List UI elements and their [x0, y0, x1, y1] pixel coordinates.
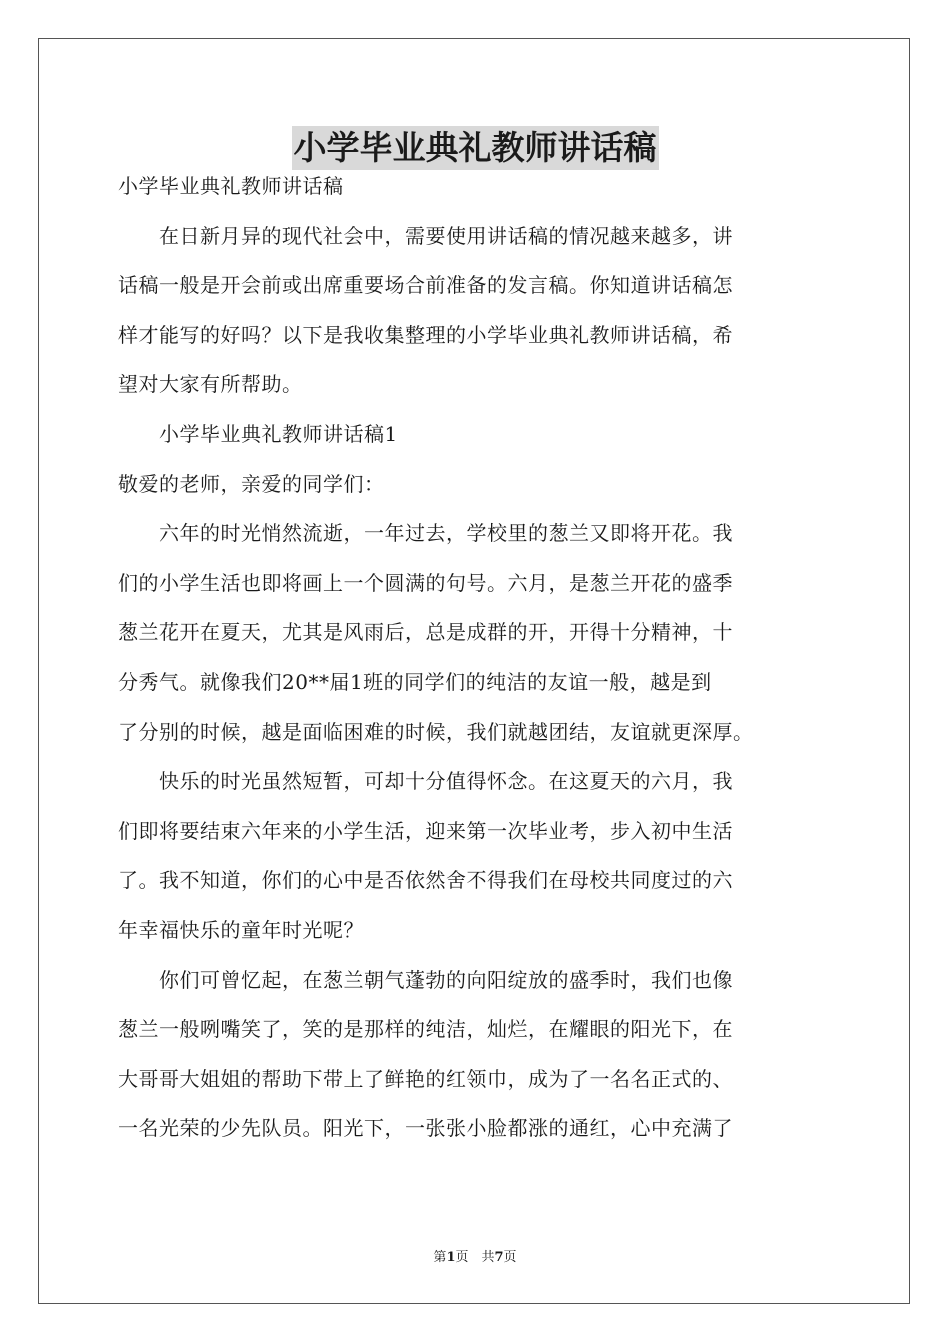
text-line: 你们可曾忆起，在葱兰朝气蓬勃的向阳绽放的盛季时，我们也像 — [118, 968, 733, 992]
page-footer — [0, 1250, 950, 1266]
document-title-wrapper — [0, 126, 950, 170]
text-line: 了分别的时候，越是面临困难的时候，我们就越团结，友谊就更深厚。 — [118, 720, 754, 744]
text-line: 们即将要结束六年来的小学生活，迎来第一次毕业考，步入初中生活 — [118, 819, 733, 843]
text-line: 快乐的时光虽然短暂，可却十分值得怀念。在这夏天的六月，我 — [118, 769, 733, 793]
text-line: 年幸福快乐的童年时光呢？ — [118, 918, 364, 942]
text-line: 小学毕业典礼教师讲话稿 — [118, 174, 344, 198]
text-line: 敬爱的老师，亲爱的同学们： — [118, 472, 385, 496]
footer-page-prefix: 第 — [433, 1250, 447, 1265]
text-line: 一名光荣的少先队员。阳光下，一张张小脸都涨的通红，心中充满了 — [118, 1116, 733, 1140]
text-line: 话稿一般是开会前或出席重要场合前准备的发言稿。你知道讲话稿怎 — [118, 273, 733, 297]
text-line: 大哥哥大姐姐的帮助下带上了鲜艳的红领巾，成为了一名名正式的、 — [118, 1067, 733, 1091]
text-line: 样才能写的好吗？以下是我收集整理的小学毕业典礼教师讲话稿，希 — [118, 323, 733, 347]
footer-page-total: 7 — [494, 1250, 504, 1265]
text-line: 葱兰一般咧嘴笑了，笑的是那样的纯洁，灿烂，在耀眼的阳光下，在 — [118, 1017, 733, 1041]
text-line: 分秀气。就像我们20**届1班的同学们的纯洁的友谊一般，越是到 — [118, 670, 712, 694]
footer-page-current: 1 — [446, 1250, 456, 1265]
text-line: 六年的时光悄然流逝，一年过去，学校里的葱兰又即将开花。我 — [118, 521, 733, 545]
text-line: 葱兰花开在夏天，尤其是风雨后，总是成群的开，开得十分精神，十 — [118, 620, 733, 644]
text-line: 在日新月异的现代社会中，需要使用讲话稿的情况越来越多，讲 — [118, 224, 733, 248]
document-title: 小学毕业典礼教师讲话稿 — [292, 126, 659, 170]
text-line: 望对大家有所帮助。 — [118, 372, 303, 396]
text-line: 了。我不知道，你们的心中是否依然舍不得我们在母校共同度过的六 — [118, 868, 733, 892]
footer-page-suffix: 页 — [503, 1250, 517, 1265]
text-line: 们的小学生活也即将画上一个圆满的句号。六月，是葱兰开花的盛季 — [118, 571, 733, 595]
text-line: 小学毕业典礼教师讲话稿1 — [118, 422, 398, 446]
footer-page-mid: 页 共 — [455, 1250, 495, 1265]
